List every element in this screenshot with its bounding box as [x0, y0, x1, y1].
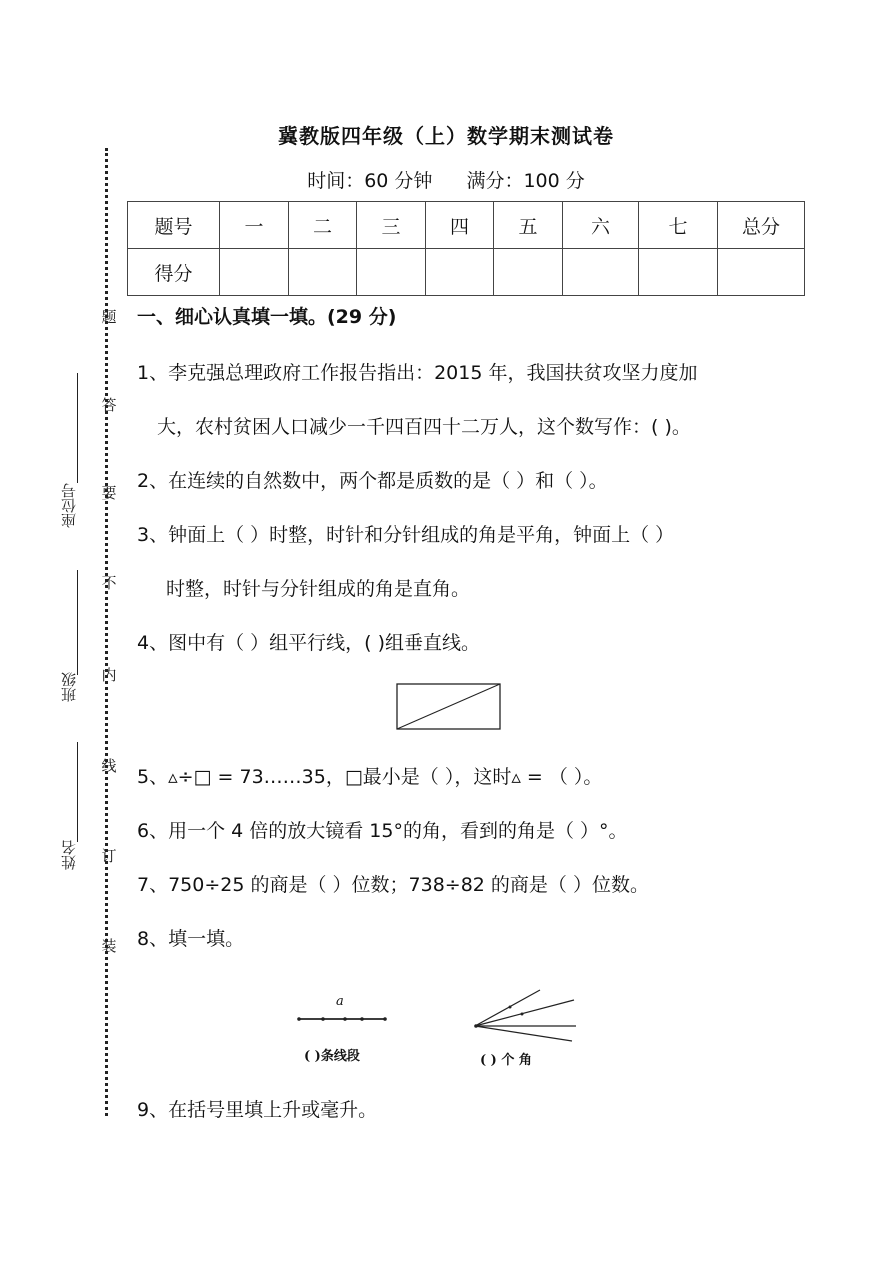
- segment-count-caption: ( )条线段: [304, 1049, 360, 1064]
- seat-number-label: 座位号: [60, 483, 78, 528]
- score-input-cell[interactable]: [220, 249, 289, 296]
- score-header-cell: 五: [494, 202, 563, 249]
- question-6: 6、用一个 4 倍的放大镜看 15°的角，看到的角是（ ）°。: [137, 820, 628, 842]
- class-label: 班级: [60, 672, 78, 702]
- question-4-rectangle-figure: [396, 683, 502, 731]
- score-input-cell[interactable]: [563, 249, 639, 296]
- question-8-angle-figure: [470, 986, 580, 1046]
- score-input-cell[interactable]: [494, 249, 563, 296]
- class-write-line[interactable]: [77, 570, 78, 675]
- time-label: 时间：60 分钟: [307, 170, 433, 192]
- score-input-cell[interactable]: [426, 249, 494, 296]
- question-9: 9、在括号里填上升或毫升。: [137, 1099, 378, 1121]
- score-table: [127, 201, 805, 296]
- margin-warning-char: 答: [101, 396, 117, 414]
- page-title: 冀教版四年级（上）数学期末测试卷: [278, 124, 614, 148]
- question-3-line-1: 3、钟面上（ ）时整，时针和分针组成的角是平角，钟面上（ ）: [137, 524, 675, 546]
- full-score-label: 满分：100 分: [466, 170, 585, 192]
- score-header-cell: 一: [220, 202, 289, 249]
- section-1-heading: 一、细心认真填一填。(29 分): [137, 306, 397, 328]
- score-header-cell: 四: [426, 202, 494, 249]
- question-8: 8、填一填。: [137, 928, 245, 950]
- score-input-cell[interactable]: [718, 249, 805, 296]
- question-8-segment-figure: [296, 1012, 390, 1026]
- score-row-label: 得分: [128, 249, 220, 296]
- score-header-cell: 六: [563, 202, 639, 249]
- score-input-cell[interactable]: [639, 249, 718, 296]
- question-5: 5、▵÷□ = 73……35，□最小是（ ），这时▵ = （ ）。: [137, 766, 603, 788]
- name-write-line[interactable]: [77, 742, 78, 842]
- score-table-header-row: [128, 202, 805, 249]
- margin-warning-char: 订: [101, 847, 117, 865]
- question-1-line-1: 1、李克强总理政府工作报告指出：2015 年，我国扶贫攻坚力度加: [137, 362, 698, 384]
- margin-warning-char: 装: [101, 937, 117, 955]
- score-header-cell: 三: [357, 202, 426, 249]
- seat-number-write-line[interactable]: [77, 373, 78, 483]
- question-2: 2、在连续的自然数中，两个都是质数的是（ ）和（ ）。: [137, 470, 608, 492]
- segment-symbol-label: a: [336, 994, 344, 1009]
- margin-warning-char: 线: [101, 757, 117, 775]
- name-label: 姓名: [60, 840, 78, 870]
- question-1-line-2: 大，农村贫困人口减少一千四百四十二万人，这个数写作：( )。: [157, 416, 691, 438]
- score-header-cell: 题号: [128, 202, 220, 249]
- score-header-cell: 总分: [718, 202, 805, 249]
- exam-info: [0, 166, 892, 193]
- angle-count-caption: ( ) 个 角: [480, 1053, 532, 1068]
- binding-dotted-line: [105, 148, 108, 1116]
- question-3-line-2: 时整，时针与分针组成的角是直角。: [166, 578, 471, 600]
- score-header-cell: 七: [639, 202, 718, 249]
- margin-warning-char: 题: [101, 308, 117, 326]
- score-header-cell: 二: [289, 202, 357, 249]
- margin-warning-char: 不: [101, 574, 117, 592]
- score-table-score-row: [128, 249, 805, 296]
- score-input-cell[interactable]: [357, 249, 426, 296]
- score-input-cell[interactable]: [289, 249, 357, 296]
- question-4: 4、图中有（ ）组平行线，( )组垂直线。: [137, 632, 480, 654]
- margin-warning-char: 要: [101, 484, 117, 502]
- question-7: 7、750÷25 的商是（ ）位数；738÷82 的商是（ ）位数。: [137, 874, 649, 896]
- margin-warning-char: 内: [101, 666, 117, 684]
